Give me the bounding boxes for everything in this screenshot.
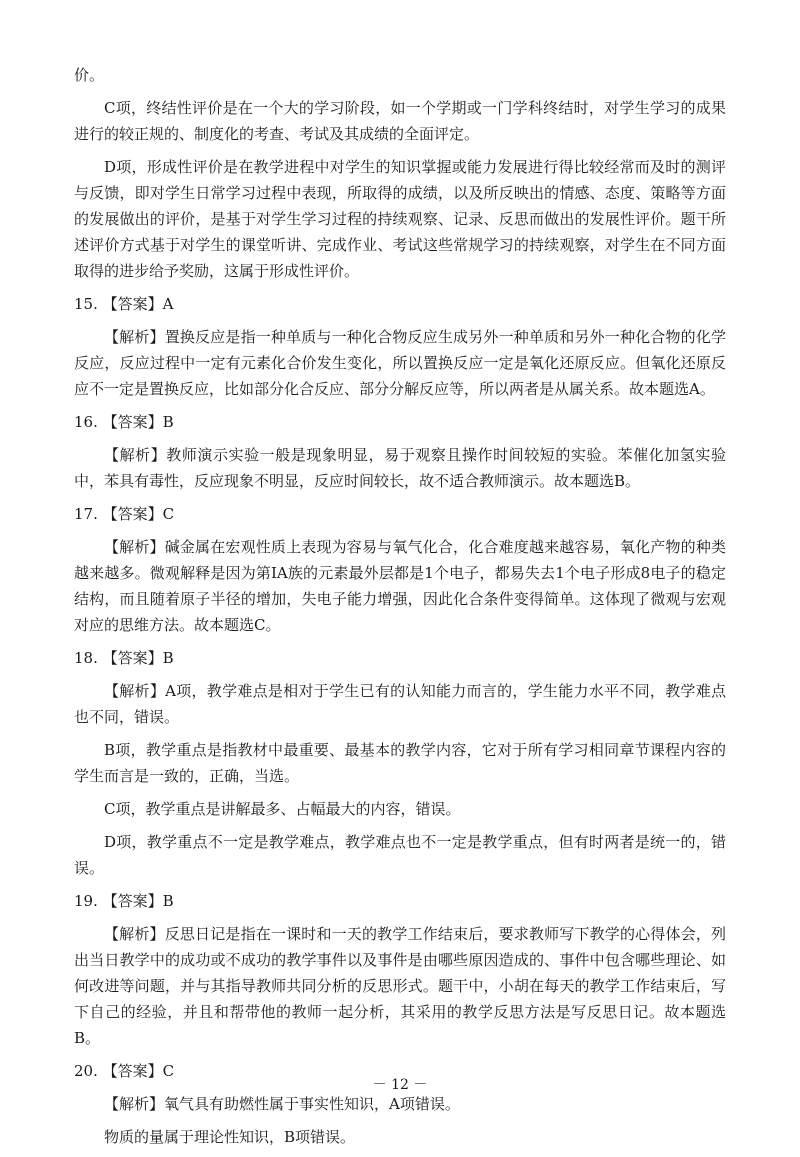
answer-heading: 16. 【答案】B [74,413,174,431]
body-paragraph: D项，教学重点不一定是教学难点，教学难点也不一定是教学重点，但有时两者是统一的，错误。 [74,833,726,877]
body-paragraph: B项，教学重点是指教材中最重要、最基本的教学内容，它对于所有学习相同章节课程内容的学生而言是一致的，正确，当选。 [74,741,726,785]
body-paragraph: 【解析】A项，教学难点是相对于学生已有的认知能力而言的，学生能力水平不同，教学难点也不同，错误。 [74,682,726,726]
body-paragraph: 【解析】置换反应是指一种单质与一种化合物反应生成另外一种单质和另外一种化合物的化学反应，反应过程中一定有元素化合价发生变化，所以置换反应一定是氧化还原反应。但氧化还原反应不一定是置换反应，比如部分化合反应、部分分解反应等，所以两者是从属关系。故本题选A。 [74,328,726,398]
answer-heading: 17. 【答案】C [74,505,175,523]
body-paragraph: C项，教学重点是讲解最多、占幅最大的内容，错误。 [104,800,461,818]
body-paragraph: 价。 [74,66,105,84]
answer-heading: 18. 【答案】B [74,649,174,667]
body-paragraph: C项，终结性评价是在一个大的学习阶段，如一个学期或一门学科终结时，对学生学习的成果进行的较正规的、制度化的考查、考试及其成绩的全面评定。 [74,99,726,143]
body-paragraph: 【解析】教师演示实验一般是现象明显，易于观察且操作时间较短的实验。苯催化加氢实验中，苯具有毒性，反应现象不明显，反应时间较长，故不适合教师演示。故本题选B。 [74,446,726,490]
body-paragraph: 【解析】碱金属在宏观性质上表现为容易与氧气化合，化合难度越来越容易，氧化产物的种类越来越多。微观解释是因为第IA族的元素最外层都是1个电子，都易失去1个电子形成8电子的稳定结构，而且随着原子半径的增加，失电子能力增强，因此化合条件变得简单。这体现了微观与宏观对应的思维方法。故本题选C。 [74,538,726,634]
answer-heading: 20. 【答案】C [74,1062,175,1080]
body-paragraph: 物质的量属于理论性知识，B项错误。 [104,1128,356,1146]
answer-heading: 19. 【答案】B [74,892,174,910]
body-paragraph: 【解析】氧气具有助燃性属于事实性知识，A项错误。 [104,1095,460,1113]
page-body [74,62,726,1157]
body-paragraph: D项，形成性评价是在教学进程中对学生的知识掌握或能力发展进行得比较经常而及时的测评与反馈，即对学生日常学习过程中表现，所取得的成绩，以及所反映出的情感、态度、策略等方面的发展做出的评价，是基于对学生学习过程的持续观察、记录、反思而做出的发展性评价。题干所述评价方式基于对学生的课堂听讲、完成作业、考试这些常规学习的持续观察，对学生在不同方面取得的进步给予奖励，这属于形成性评价。 [74,158,726,280]
page-number: － 12 － [372,1077,428,1093]
body-paragraph: 【解析】反思日记是指在一课时和一天的教学工作结束后，要求教师写下教学的心得体会，列出当日教学中的成功或不成功的教学事件以及事件是由哪些原因造成的、事件中包含哪些理论、如何改进等问题，并与其指导教师共同分析的反思形式。题干中，小胡在每天的教学工作结束后，写下自己的经验，并且和帮带他的教师一起分析，其采用的教学反思方法是写反思日记。故本题选B。 [74,925,726,1047]
answer-heading: 15. 【答案】A [74,295,174,313]
